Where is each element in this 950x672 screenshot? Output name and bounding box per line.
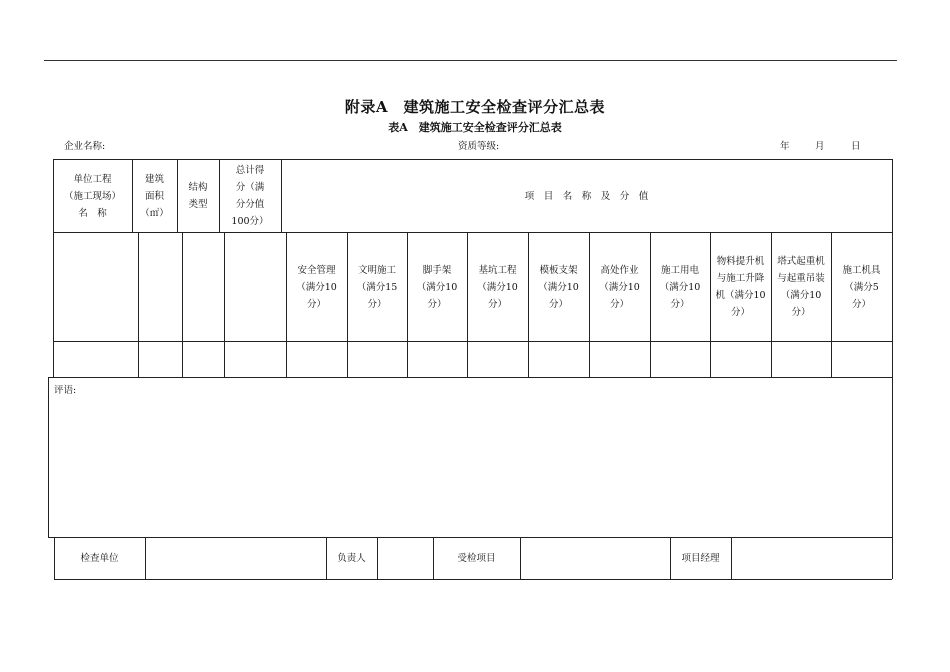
item-construction-electricity: 施工用电 （满分10 分）: [659, 264, 701, 310]
page-title: 附录A 建筑施工安全检查评分汇总表: [344, 98, 606, 116]
grid-line: [145, 537, 146, 579]
grid-line: [53, 341, 892, 342]
grid-line: [731, 537, 732, 579]
item-civilized-construction: 文明施工 （满分15 分）: [356, 264, 398, 310]
footer-responsible-label: 负责人: [337, 553, 366, 564]
grid-line: [48, 377, 892, 378]
comment-label: 评语:: [54, 385, 77, 396]
header-unit-name: 单位工程 （施工现场） 名 称: [63, 173, 121, 219]
item-scaffolding: 脚手架 （满分10 分）: [416, 264, 458, 310]
company-name-label: 企业名称:: [64, 141, 106, 152]
item-tower-crane: 塔式起重机 与起重吊装 （满分10 分）: [777, 256, 825, 318]
grid-line: [48, 377, 49, 537]
item-material-hoist: 物料提升机 与施工升降 机（满分10 分）: [715, 256, 766, 318]
grid-line: [520, 537, 521, 579]
date-day: 日: [851, 141, 861, 152]
footer-inspection-unit-label: 检查单位: [80, 553, 119, 564]
item-formwork-support: 模板支架 （满分10 分）: [538, 264, 579, 310]
header-building-area: 建筑 面积 （㎡）: [140, 173, 169, 219]
top-rule: [44, 60, 897, 61]
header-total-score: 总计得 分（满 分分值 100分）: [231, 165, 269, 227]
footer-project-manager-label: 项目经理: [681, 553, 720, 564]
header-structure-type: 结构 类型: [188, 182, 208, 210]
grid-line: [138, 232, 139, 377]
header-items-title: 项 目 名 称 及 分 值: [524, 190, 649, 202]
footer-inspected-project-label: 受检项目: [457, 553, 496, 564]
item-construction-machinery: 施工机具 （满分5 分）: [842, 264, 881, 310]
grid-line: [182, 232, 183, 377]
qualification-label: 资质等级:: [458, 141, 500, 152]
grid-line: [54, 579, 892, 580]
date-month: 月: [815, 141, 825, 152]
date-year: 年: [780, 141, 790, 152]
grid-line: [892, 159, 893, 579]
item-foundation-pit: 基坑工程 （满分10 分）: [477, 264, 518, 310]
grid-line: [53, 232, 281, 233]
item-work-at-height: 高处作业 （满分10 分）: [599, 264, 640, 310]
table-subtitle: 表A 建筑施工安全检查评分汇总表: [388, 121, 562, 134]
grid-line: [224, 232, 225, 377]
grid-line: [377, 537, 378, 579]
item-safety-management: 安全管理 （满分10 分）: [296, 264, 337, 310]
